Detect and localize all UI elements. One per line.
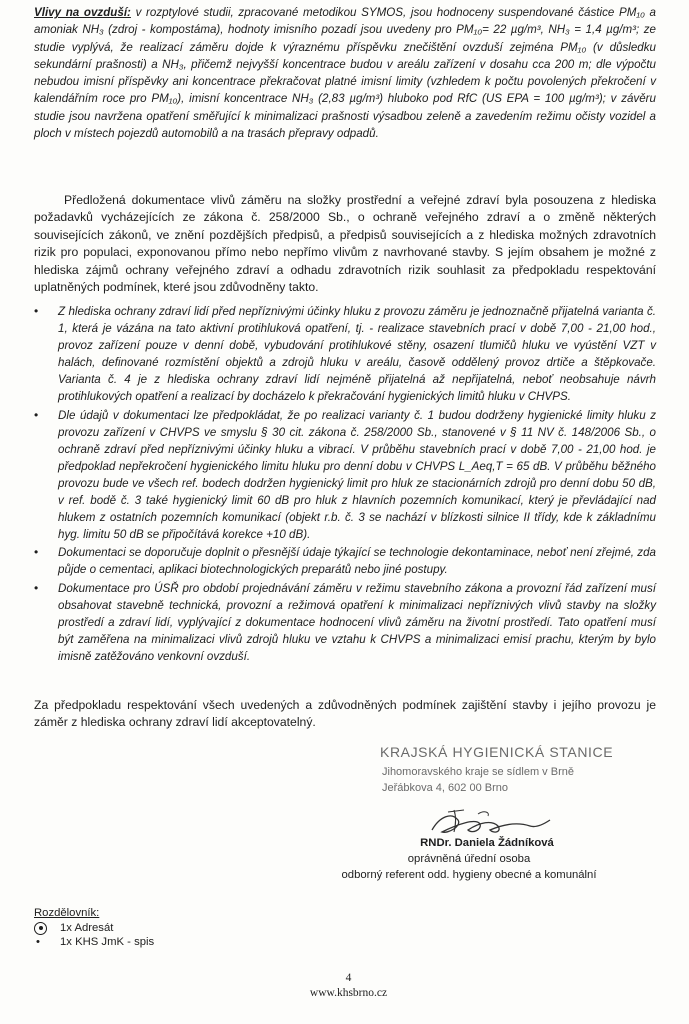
distribution-item xyxy=(34,921,334,936)
office-stamp xyxy=(380,744,620,794)
distribution-item-text: 1x Adresát xyxy=(60,921,114,934)
footer-url: www.khsbrno.cz xyxy=(309,987,388,999)
signer-block xyxy=(334,835,604,883)
distribution-item xyxy=(34,935,334,950)
condition-text: Z hlediska ochrany zdraví lidí před nepříznivými účinky hluku z provozu záměru je jednoznačně přijatelná varianta č. 1, která je vázána na tato aktivní protihluková opatření, tj. - realizace stavebních prací v době 7,00 - 21,00 hod., provoz zařízení pouze v denní době, vybudování protihlukové stěny, osazení tlumičů hluku ve vyústění VZT v halách, definované rozmístění objektů a zdrojů hluku v areálu, časově oddělený provoz drtiče a štěpkovače. Varianta č. 4 je z hlediska ochrany zdraví lidí nejméně přijatelná až nepřijatelná, neboť neobsahuje návrh protihlukových opatření a realizací by docházelo k překračování hygienických limitů hluku v CHVPS. xyxy=(58,305,656,404)
stamp-region: Jihomoravského kraje se sídlem v Brně xyxy=(382,766,574,778)
condition-item xyxy=(34,407,656,544)
bullet-icon: • xyxy=(36,936,40,948)
air-impacts-heading: Vlivy na ovzduší: xyxy=(34,6,131,19)
distribution-list xyxy=(34,906,334,950)
bullet-icon: • xyxy=(34,545,39,560)
conditions-list xyxy=(34,303,656,666)
condition-text: Dokumentace pro ÚSŘ pro období projednávání záměru v režimu stavebního zákona a provozní řád zařízení musí obsahovat stavebně technická, provozní a režimová opatření k minimalizaci nepříznivých vlivů stavby na složky prostředí a zdraví lidí, vyplývající z dokumentace hodnocení vlivů záměru na životní prostředí. Tato opatření musí být zaměřena na minimalizaci vlivů zdrojů hluku ve vztahu k CHVPS a minimalizaci emisí prachu, kterým by bylo imisně zatěžováno venkovní ovzduší. xyxy=(58,581,656,663)
stamp-address: Jeřábkova 4, 602 00 Brno xyxy=(382,782,508,794)
distribution-title: Rozdělovník: xyxy=(34,907,100,919)
signer-name: RNDr. Daniela Žádníková xyxy=(420,837,554,849)
bullet-icon: • xyxy=(34,304,39,318)
signer-position: odborný referent odd. hygieny obecné a komunální xyxy=(341,869,597,881)
signer-role: oprávněná úřední osoba xyxy=(407,853,531,865)
assessment-paragraph: Předložená dokumentace vlivů záměru na složky prostřední a veřejné zdraví byla posouzena z hlediska požadavků vycházejících ze zákona č. 258/2000 Sb., o ochraně veřejného zdraví a o změně některých souvisejících zákonů, ve znění pozdějších předpisů, a předpisů souvisejících a z hlediska možných zdravotních rizik pro populaci, exponovanou přímo nebo nepřímo vlivům z navrhované stavby. S jejím obsahem je možné z hlediska zájmů ochrany veřejného zdraví a odhadu zdravotních rizik souhlasit za předpokladu respektování uplatněných podmínek, které jsou zdůvodněny takto. xyxy=(34,193,656,295)
stamp-office-name: KRAJSKÁ HYGIENICKÁ STANICE xyxy=(380,744,614,760)
condition-item xyxy=(34,580,656,665)
conclusion-paragraph: Za předpokladu respektování všech uvedených a zdůvodněných podmínek zajištění stavby i jejího provozu je záměr z hlediska ochrany zdraví lidí akceptovatelný. xyxy=(34,698,656,730)
bullet-icon: • xyxy=(34,407,39,422)
air-impacts-paragraph xyxy=(34,4,656,142)
distribution-item-text: 1x KHS JmK - spis xyxy=(60,936,155,948)
condition-item xyxy=(34,303,656,406)
air-impacts-text: v rozptylové studii, zpracované metodikou SYMOS, jsou hodnoceny suspendované částice PM₁₀ a amoniak NH₃ (zdroj - kompostáma), hodnoty imisního pozadí jsou uvedeny pro PM₁₀= 22 µg/m³, NH₃ = 1,4 µg/m³; ze studie vyplývá, že realizací záměru dojde k výraznému příspěvku znečištění ovzduší zejména PM₁₀ (v důsledku sekundární prašnosti) a NH₃, přičemž nejvyšší koncentrace budou v areálu zařízení v dosahu cca 200 m; dle výpočtu nebudou imisní příspěvky ani koncentrace překračovat platné imisní limity (vzhledem k počtu povolených překročení v kalendářním roce pro PM₁₀), imisní koncentrace NH₃ (2,83 µg/m³) hluboko pod RfC (US EPA = 100 µg/m³); v závěru studie jsou navržena opatření směřující k minimalizaci prašnosti výsadbou zeleně a zavedením režimu očisty vozidel a ploch v místech pojezdů automobilů a na trasách přepravy odpadů. xyxy=(34,6,656,141)
condition-text: Dokumentaci se doporučuje doplnit o přesnější údaje týkající se technologie dekontaminace, neboť není zřejmé, zda půjde o cementaci, aplikaci biotechnologických preparátů nebo jiné postupy. xyxy=(58,546,656,577)
circled-bullet-icon xyxy=(34,922,47,935)
condition-item xyxy=(34,544,656,578)
bullet-icon: • xyxy=(34,580,39,595)
condition-text: Dle údajů v dokumentaci lze předpokládat, že po realizaci varianty č. 1 budou dodrženy hygienické limity hluku z provozu zařízení v CHVPS ve smyslu § 30 cit. zákona č. 258/2000 Sb., stanovené v § 11 NV č. 148/2006 Sb., o ochraně zdraví před nepříznivými účinky hluku a vibrací. V průběhu stavebních prací v době 7,00 - 21,00 hod. je předpoklad nepřekročení hygienického limitu hluku pro denní dobu v CHVPS L_Aeq,T = 65 dB. V průběhu běžného provozu bude ve všech ref. bodech dodržen hygienický limit pro hluk ze stacionárních zdrojů pro denní dobu 50 dB, v ref. bodě č. 3 také hygienický limit 60 dB pro hluk z hlavních pozemních komunikací, který je převládající nad hlukem z ostatních pozemních komunikací (objekt r.b. č. 3 se nachází v blízkosti silnice II třídy, kde k základnímu hyg. limitu 50 dB se připočítává korekce +10 dB). xyxy=(58,408,656,542)
page-number: 4 xyxy=(345,972,352,984)
